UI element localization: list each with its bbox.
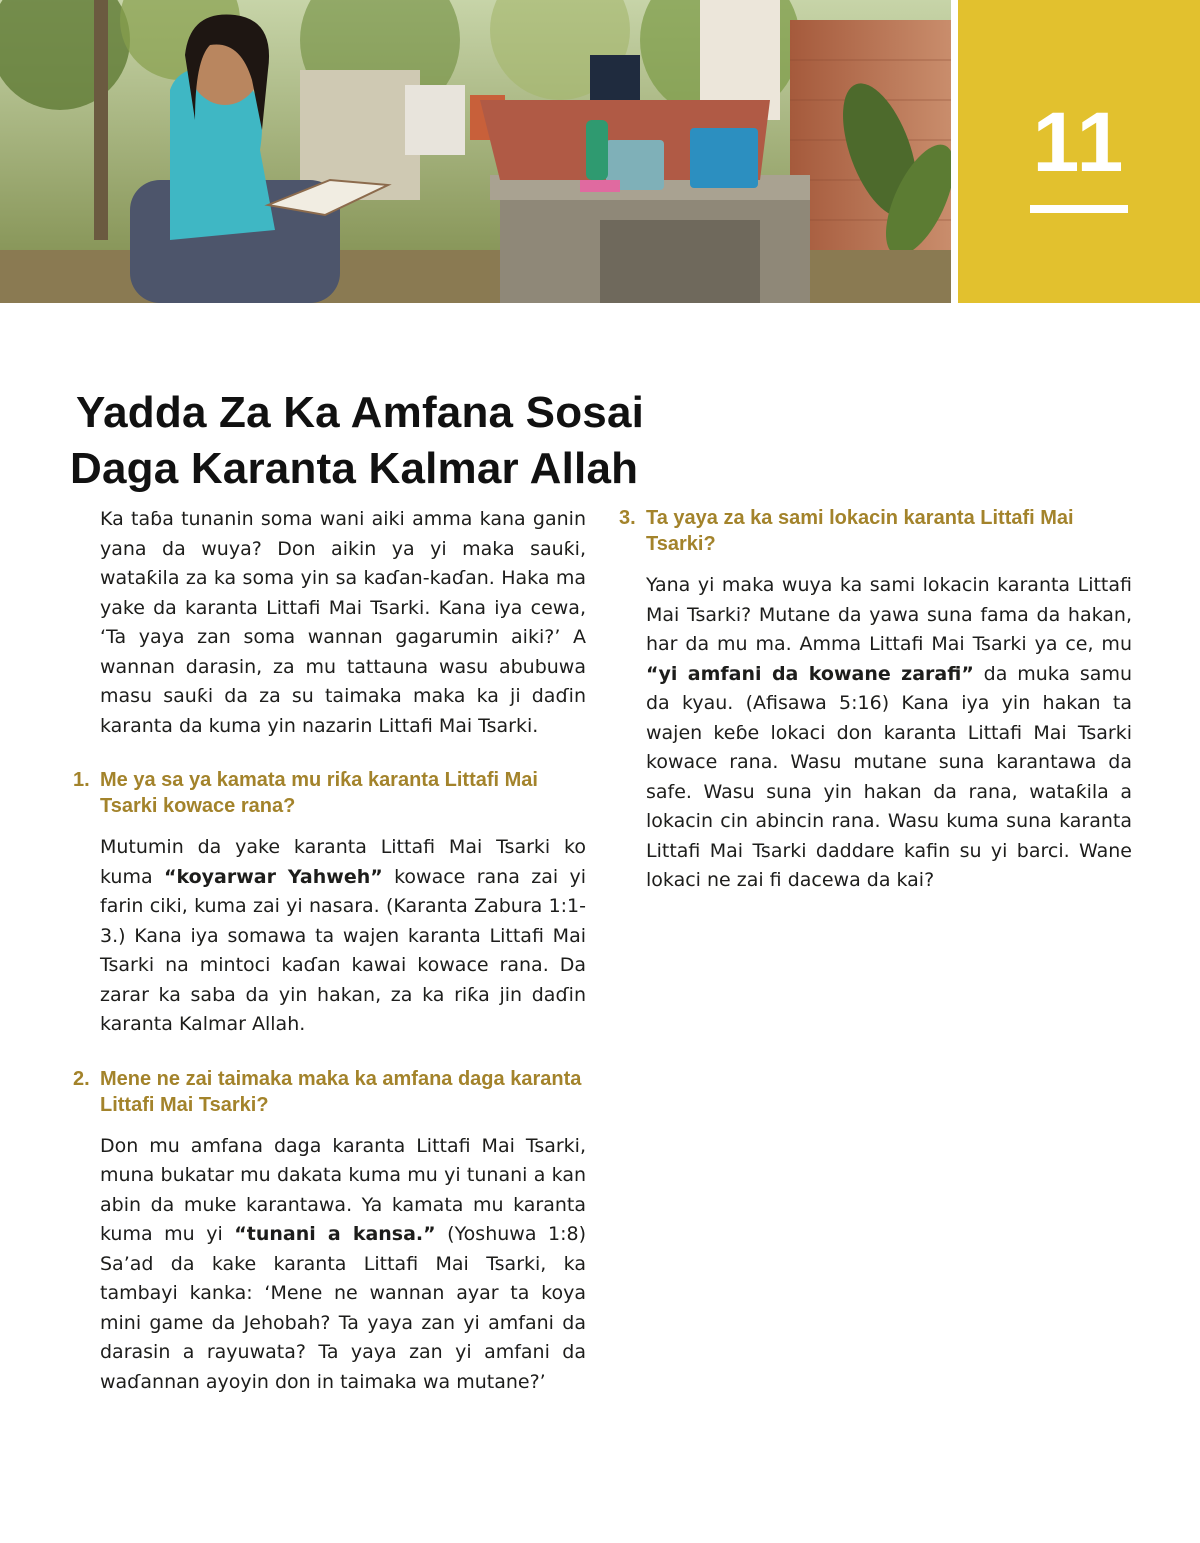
answer-2-text-b: (Yoshuwa 1:8) Sa’ad da kake karanta Littafi Mai Tsarki, ka tambayi kanka: ‘Mene ne wannan ayar ta koya mini game da Jehobah? Ta yaya zan yi amfani da darasin a rayuwata? Ta yaya zan yi amfani da waɗannan ayoyin don in taimaka wa mutane?’ — [100, 1223, 586, 1393]
answer-1-emphasis: “koyarwar Yahweh” — [163, 865, 383, 888]
question-2-number: 2. — [73, 1067, 90, 1090]
question-3-text: Ta yaya za ka sami lokacin karanta Littafi Mai Tsarki? — [646, 507, 1074, 555]
answer-3-emphasis: “yi amfani da kowane zarafi” — [646, 662, 974, 685]
question-1 — [73, 767, 586, 819]
answer-1-text-b: kowace rana zai yi farin ciki, kuma zai yi nasara. (Karanta Zabura 1:1-3.) Kana iya somawa ta wajen karanta Littafi Mai Tsarki na mintoci kaɗan kawai kowace rana. Da zarar ka saba da yin hakan, za ka riƙa jin daɗin karanta Kalmar Allah. — [100, 865, 587, 1035]
answer-2-paragraph — [100, 1132, 586, 1398]
chapter-badge — [958, 0, 1200, 303]
answer-1-text-a: Mutumin da yake karanta Littafi Mai Tsarki ko kuma — [100, 836, 586, 888]
header-photo — [0, 0, 951, 303]
question-3 — [619, 505, 1132, 557]
question-2-text: Mene ne zai taimaka maka ka amfana daga karanta Littafi Mai Tsarki? — [100, 1067, 582, 1116]
chapter-rule — [1030, 205, 1128, 213]
answer-2-emphasis: “tunani a kansa.” — [234, 1223, 436, 1245]
left-column — [73, 505, 587, 1397]
chapter-number: 11 — [1032, 95, 1126, 189]
photo-woman-reading-bible — [0, 0, 951, 303]
page-title-line-1: Yadda Za Ka Amfana Sosai — [76, 388, 645, 438]
answer-3-text-a: Yana yi maka wuya ka sami lokacin karanta Littafi Mai Tsarki? Mutane da yawa suna fama da hakan, har da mu ma. Amma Littafi Mai Tsarki ya ce, mu — [646, 574, 1132, 655]
question-1-number: 1. — [73, 769, 90, 791]
question-3-number: 3. — [619, 507, 636, 529]
answer-3-text-b: da muka samu da kyau. (Afisawa 5:16) Kana iya yin hakan ta wajen keɓe lokaci don karanta Littafi Mai Tsarki kowace rana. Wasu mutane suna karantawa da safe. Wasu suna yin hakan da rana, wataƙila a lokacin cin abincin rana. Wasu kuma suna karanta Littafi Mai Tsarki daddare kafin su yi barci. Wane lokaci ne zai fi dacewa da kai? — [646, 662, 1133, 891]
question-1-text: Me ya sa ya kamata mu riƙa karanta Littafi Mai Tsarki kowace rana? — [100, 769, 538, 817]
page-title — [70, 385, 830, 497]
right-column — [619, 505, 1133, 896]
answer-1-paragraph — [100, 833, 586, 1040]
answer-2-text-a: Don mu amfana daga karanta Littafi Mai Tsarki, muna bukatar mu dakata kuma mu yi tunani a kan abin da muke karantawa. Ya kamata mu karanta kuma mu yi — [100, 1134, 586, 1245]
answer-3-paragraph — [646, 571, 1132, 896]
question-2 — [73, 1066, 586, 1118]
intro-paragraph: Ka taɓa tunanin soma wani aiki amma kana ganin yana da wuya? Don aikin ya yi maka sauƙi, wataƙila za ka soma yin sa kaɗan-kaɗan. Haka ma yake da karanta Littafi Mai Tsarki. Kana iya cewa, ‘Ta yaya zan soma wannan gagarumin aiki?’ A wannan darasin, za mu tattauna wasu abubuwa masu sauƙi da za su taimaka maka ka ji daɗin karanta da kuma yin nazarin Littafi Mai Tsarki. — [100, 508, 586, 737]
page-title-line-2: Daga Karanta Kalmar Allah — [70, 444, 639, 494]
